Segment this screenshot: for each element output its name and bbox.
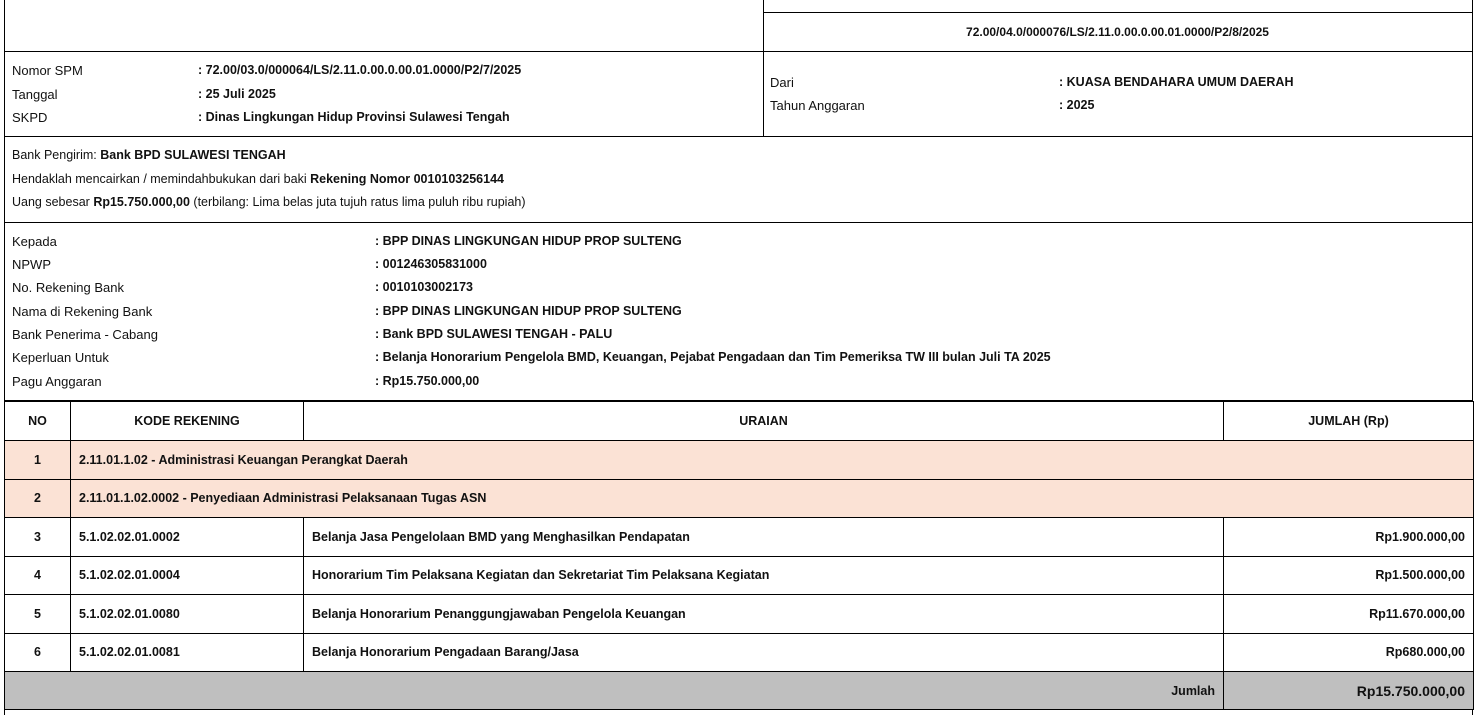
recipient-label: Kepada [12,234,57,249]
spm-number-label: Nomor SPM [12,63,83,78]
header-no: NO [5,402,71,441]
date-value: : 25 Juli 2025 [198,87,276,101]
table-row [5,595,1474,634]
table-row [5,633,1474,672]
row-no: 3 [5,518,71,557]
items-table [4,401,1474,710]
skpd-value: : Dinas Lingkungan Hidup Provinsi Sulawesi Tengah [198,110,510,124]
npwp-value: : 001246305831000 [375,257,487,271]
header-amount: JUMLAH (Rp) [1224,402,1474,441]
fiscal-year-value: : 2025 [1059,98,1095,112]
amount-in-words: (terbilang: Lima belas juta tujuh ratus lima puluh ribu rupiah) [193,195,526,209]
row-account-code: 5.1.02.02.01.0002 [71,518,304,557]
amount-line [12,195,526,209]
row-no: 2 [5,479,71,518]
total-label: Jumlah [5,672,1224,710]
table-row [5,556,1474,595]
row-no: 4 [5,556,71,595]
account-name-label: Nama di Rekening Bank [12,304,153,319]
row-no: 1 [5,441,71,480]
row-account-code: 5.1.02.02.01.0080 [71,595,304,634]
header-left-cell [4,0,764,52]
npwp-label: NPWP [12,257,51,272]
recipient-value: : BPP DINAS LINGKUNGAN HIDUP PROP SULTENG [375,234,682,248]
budget-ceiling-value: : Rp15.750.000,00 [375,374,480,388]
group-row [5,479,1474,518]
row-description: Belanja Honorarium Penanggungjawaban Pengelola Keuangan [304,595,1224,634]
header-description: URAIAN [304,402,1224,441]
row-amount: Rp1.900.000,00 [1224,518,1474,557]
row-description: Belanja Honorarium Pengadaan Barang/Jasa [304,633,1224,672]
document-number: 72.00/04.0/000076/LS/2.11.0.00.0.00.01.0000/P2/8/2025 [966,25,1269,39]
header-right-cell [763,0,1473,52]
header-divider [763,12,1472,13]
sender-bank-label: Bank Pengirim: [12,148,97,162]
fiscal-year-label: Tahun Anggaran [770,98,865,113]
receiving-bank-value: : Bank BPD SULAWESI TENGAH - PALU [375,327,613,341]
from-label: Dari [770,75,794,90]
row-no: 5 [5,595,71,634]
header-account-code: KODE REKENING [71,402,304,441]
row-account-code: 5.1.02.02.01.0004 [71,556,304,595]
instruction-line [12,172,504,186]
row-amount: Rp1.500.000,00 [1224,556,1474,595]
row-description: Belanja Jasa Pengelolaan BMD yang Menghasilkan Pendapatan [304,518,1224,557]
row-description: Honorarium Tim Pelaksana Kegiatan dan Sekretariat Tim Pelaksana Kegiatan [304,556,1224,595]
table-header-row [5,402,1474,441]
total-value: Rp15.750.000,00 [1224,672,1474,710]
table-row [5,518,1474,557]
receiving-bank-label: Bank Penerima - Cabang [12,327,158,342]
skpd-label: SKPD [12,110,48,125]
row-no: 6 [5,633,71,672]
budget-ceiling-label: Pagu Anggaran [12,374,102,389]
recipient-block [4,222,1473,402]
source-account: Rekening Nomor 0010103256144 [310,172,504,186]
next-section-edge [4,709,1473,715]
account-number-label: No. Rekening Bank [12,280,125,295]
date-label: Tanggal [12,87,58,102]
row-amount: Rp11.670.000,00 [1224,595,1474,634]
purpose-value: : Belanja Honorarium Pengelola BMD, Keuangan, Pejabat Pengadaan dan Tim Pemeriksa TW III bulan Juli TA 2025 [375,350,1051,364]
from-value: : KUASA BENDAHARA UMUM DAERAH [1059,75,1294,89]
spm-number-value: : 72.00/03.0/000064/LS/2.11.0.00.0.00.01.0000/P2/7/2025 [198,63,522,77]
sender-bank-line [12,148,286,162]
bank-sender-block [4,136,1473,223]
account-name-value: : BPP DINAS LINGKUNGAN HIDUP PROP SULTENG [375,304,682,318]
instruction-text: Hendaklah mencairkan / memindahbukukan dari baki [12,172,307,186]
group-row [5,441,1474,480]
purpose-label: Keperluan Untuk [12,350,109,365]
spm-info-left [4,51,764,137]
account-number-value: : 0010103002173 [375,280,474,294]
group-title: 2.11.01.1.02 - Administrasi Keuangan Perangkat Daerah [71,441,1474,480]
row-amount: Rp680.000,00 [1224,633,1474,672]
group-title: 2.11.01.1.02.0002 - Penyediaan Administrasi Pelaksanaan Tugas ASN [71,479,1474,518]
spm-info-right [763,51,1473,137]
amount-value: Rp15.750.000,00 [93,195,190,209]
sender-bank-value: Bank BPD SULAWESI TENGAH [100,148,286,162]
row-account-code: 5.1.02.02.01.0081 [71,633,304,672]
amount-label: Uang sebesar [12,195,90,209]
total-row [5,672,1474,710]
